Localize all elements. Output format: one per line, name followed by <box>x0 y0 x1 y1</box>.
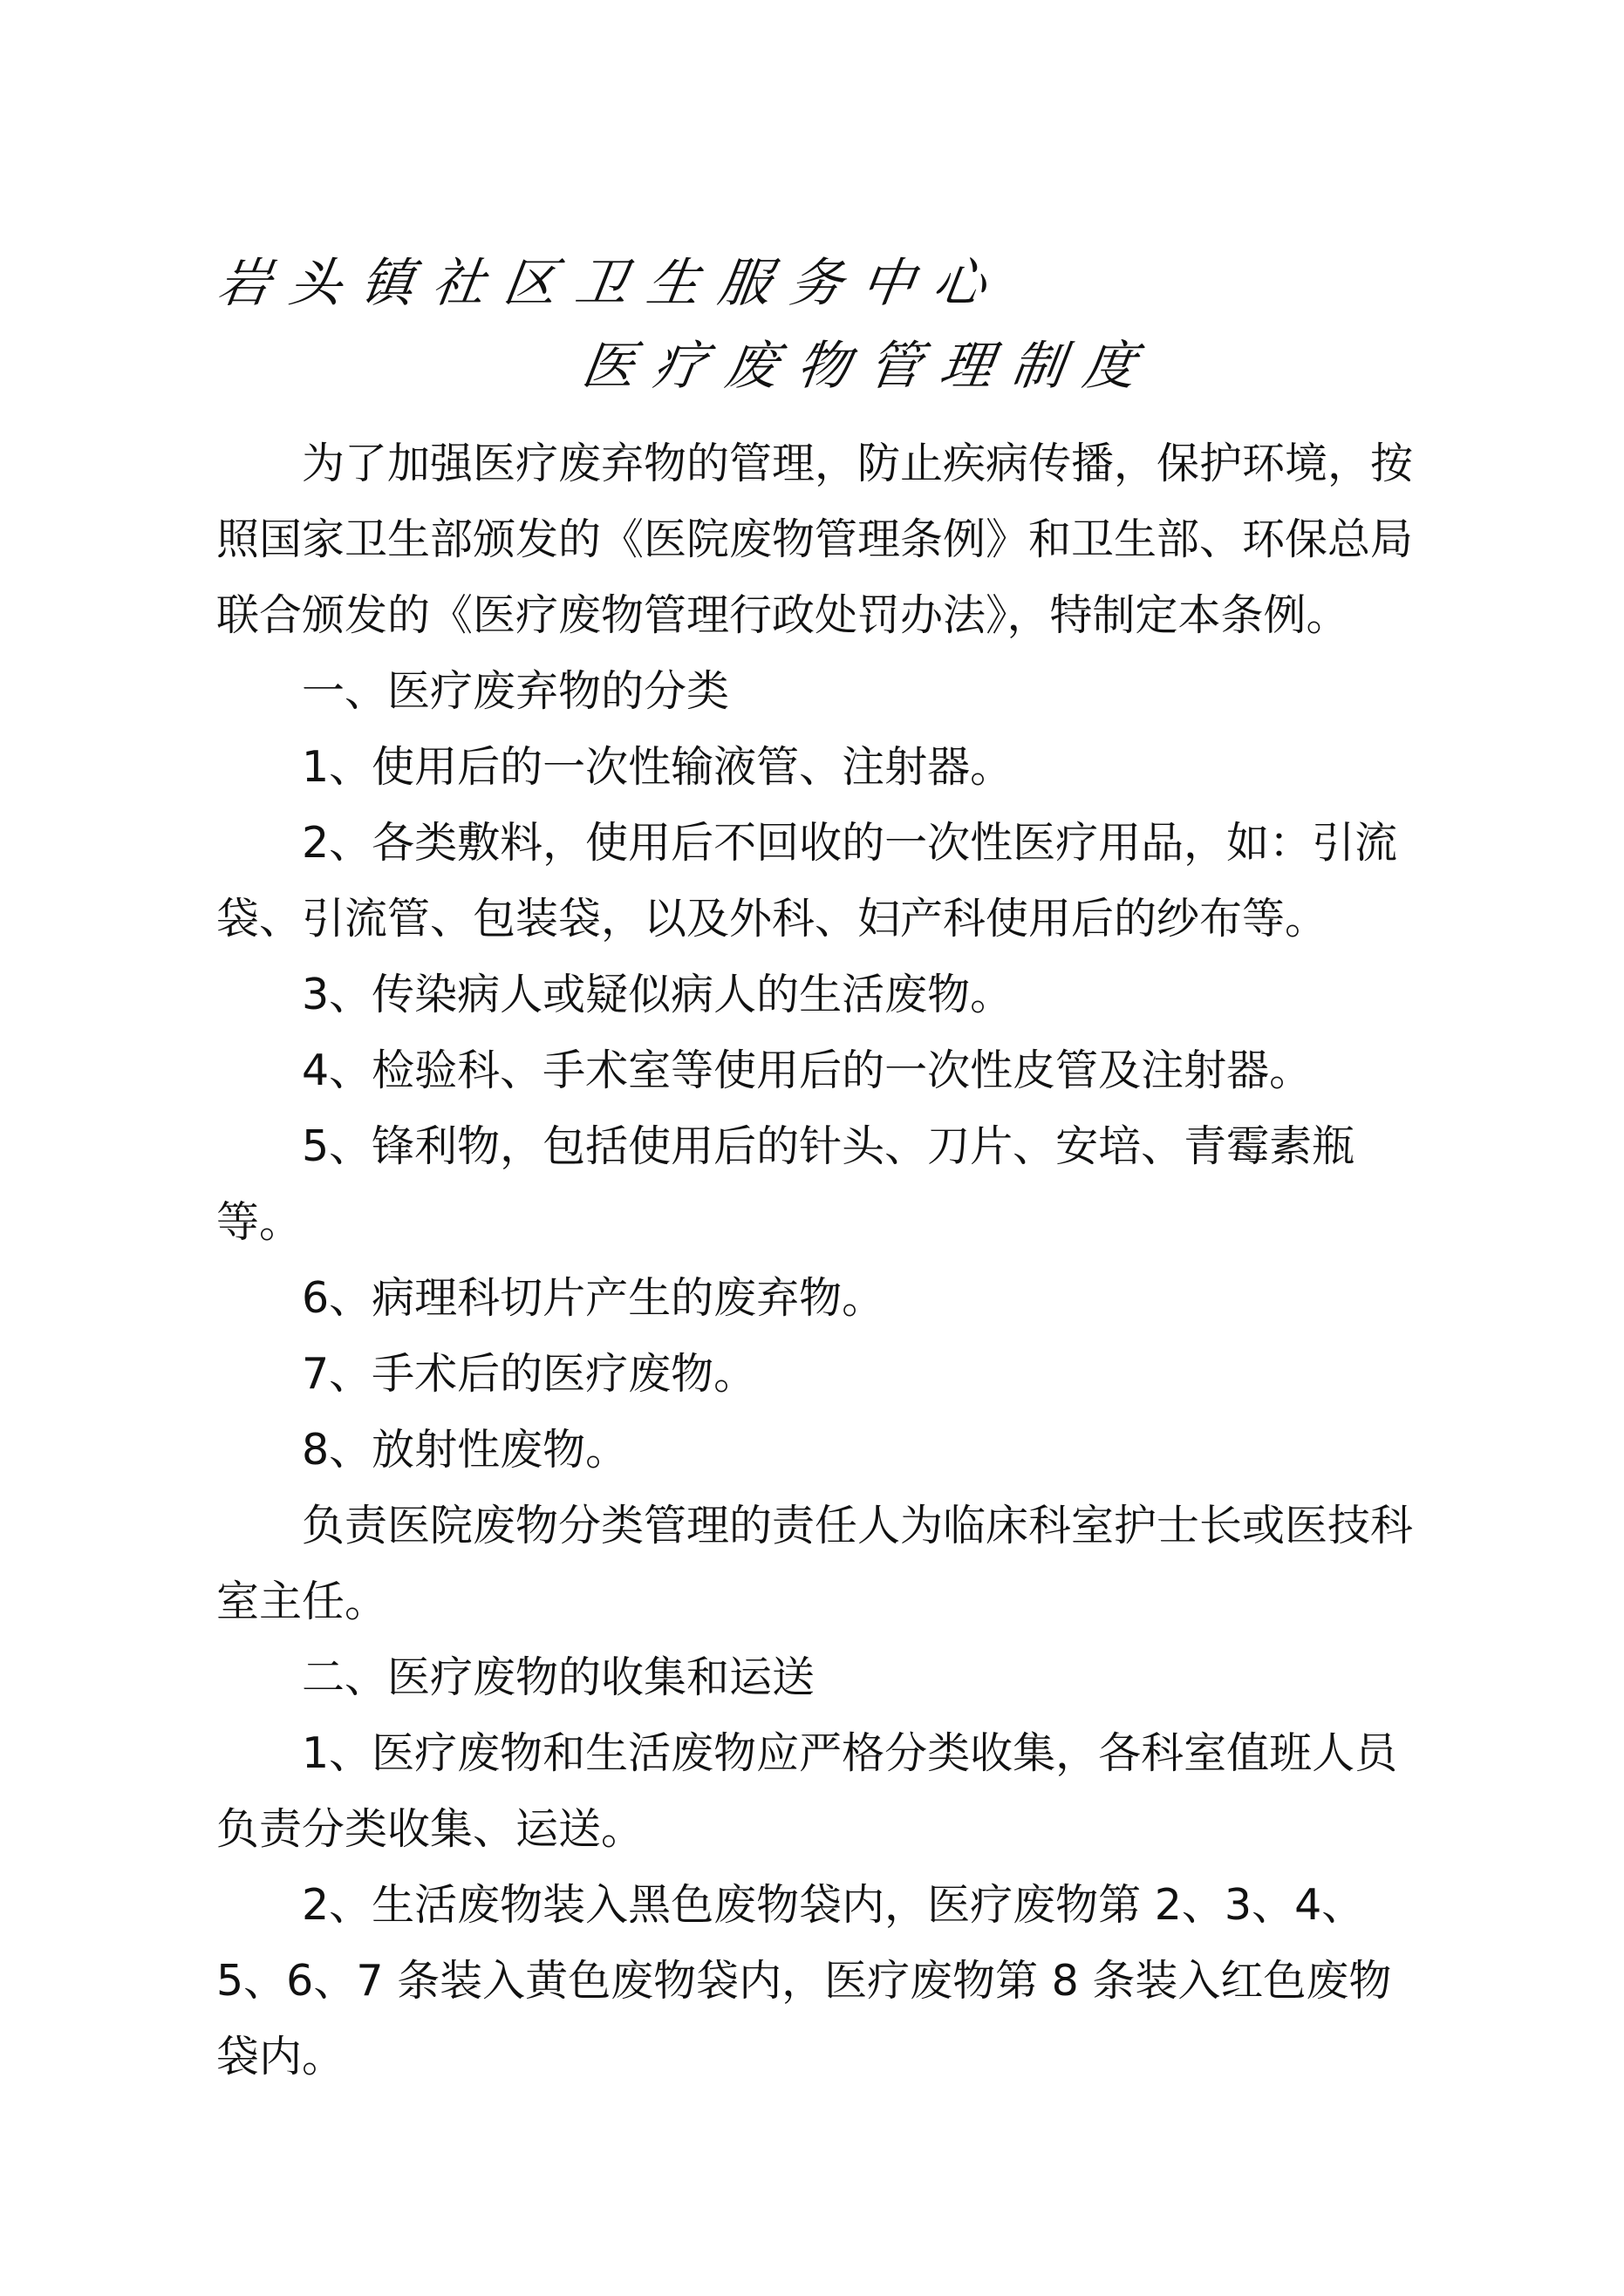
section-heading-collection: 二、医疗废物的收集和运送 <box>302 1652 815 1702</box>
list-item: 7、手术后的医疗废物。 <box>302 1349 757 1399</box>
list-item: 3、传染病人或疑似病人的生活废物。 <box>302 970 1013 1019</box>
section-heading-classification: 一、医疗废弃物的分类 <box>302 666 730 716</box>
list-item: 8、放射性废物。 <box>302 1425 629 1475</box>
document-body <box>216 426 1430 2095</box>
organization-name: 岩头镇社区卫生服务中心 <box>214 253 1009 314</box>
list-item: 2、生活废物装入黑色废物袋内，医疗废物第 2、3、4、5、6、7 条装入黄色废物袋内，医疗废物第 8 条装入红色废物袋内。 <box>216 1880 1392 2081</box>
intro-paragraph: 为了加强医疗废弃物的管理，防止疾病传播，保护环境，按照国家卫生部颁发的《医院废物管理条例》和卫生部、环保总局联合颁发的《医疗废物管理行政处罚办法》，特制定本条例。 <box>216 439 1414 640</box>
responsibility-paragraph: 负责医院废物分类管理的责任人为临床科室护士长或医技科室主任。 <box>216 1501 1414 1626</box>
list-item: 6、病理科切片产生的废弃物。 <box>302 1273 885 1323</box>
document-title: 医疗废物管理制度 <box>578 336 1159 397</box>
list-item: 2、各类敷料，使用后不回收的一次性医疗用品，如：引流袋、引流管、包装袋，以及外科、妇产科使用后的纱布等。 <box>216 818 1398 944</box>
list-item: 4、检验科、手术室等使用后的一次性皮管及注射器。 <box>302 1046 1313 1095</box>
list-item: 1、使用后的一次性输液管、注射器。 <box>302 742 1013 792</box>
list-item: 5、锋利物，包括使用后的针头、刀片、安培、青霉素瓶等。 <box>216 1121 1355 1247</box>
list-item: 1、医疗废物和生活废物应严格分类收集，各科室值班人员负责分类收集、运送。 <box>216 1728 1398 1854</box>
